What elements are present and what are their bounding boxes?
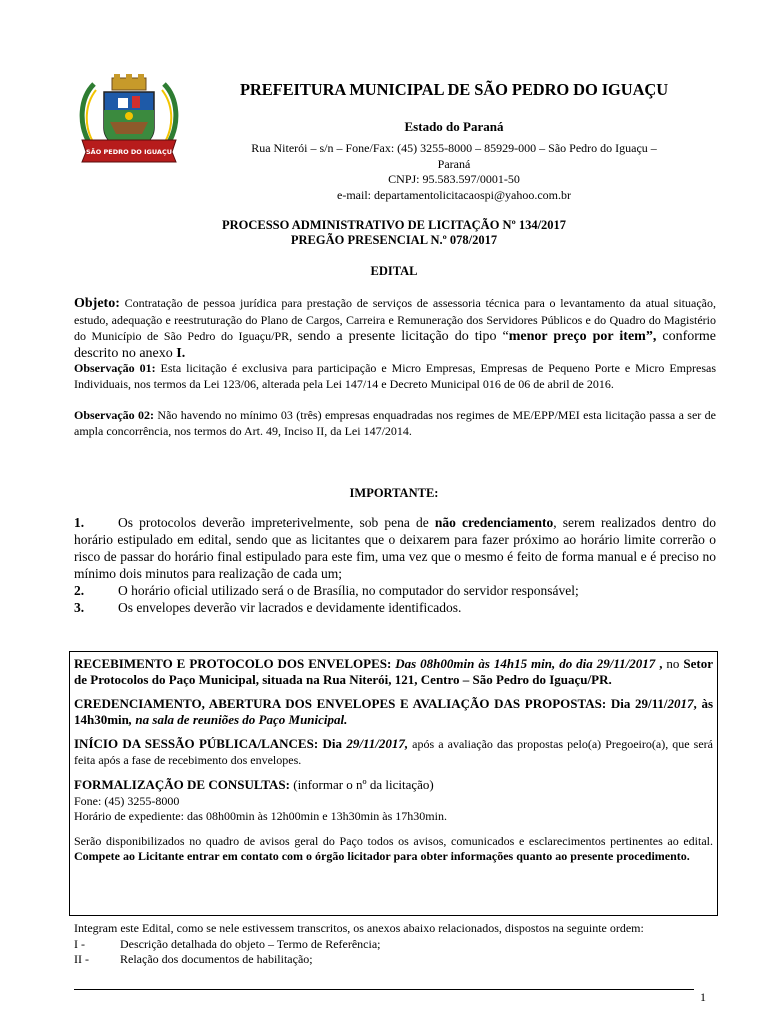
recebimento-time: Das 08h00min às 14h15 min, do dia 29/11/2017 [391,656,656,671]
page-number: 1 [700,990,706,1004]
observacao-01 [74,361,716,392]
recebimento-label: RECEBIMENTO E PROTOCOLO DOS ENVELOPES: [74,656,392,671]
horario-expediente: Horário de expediente: das 08h00min às 12h00min e 13h30min às 17h30min. [74,809,447,823]
objeto-text-3: conforme descrito no anexo [74,329,716,361]
address-line-2: Paraná [437,156,471,171]
item1-text-a: Os protocolos deverão impreterivelmente, sob pena de [118,515,435,530]
cnpj: CNPJ: 95.583.597/0001-50 [388,172,520,186]
municipal-crest-icon [76,74,182,166]
avisos-bold: Compete ao Licitante entrar em contato com o órgão licitador para obter informações quanto ao presente procedimento. [74,849,690,863]
item1-text-b: , serem realizados dentro do horário estipulado em edital, sendo que as licitantes que o deixarem para fazer próximo ao horário limite correrão o risco de passar do horário final estipulado para este fim, uma vez que o mesmo é feito de forma manual e é preciso no mínimo dois minutos para realização de cada um; [74,515,717,581]
page-title: PREFEITURA MUNICIPAL DE SÃO PEDRO DO IGUAÇU [239,80,669,99]
avisos-text: Serão disponibilizados no quadro de avisos geral do Paço todos os avisos, comunicados e esclarecimentos pertinentes ao edital. [74,833,713,848]
credenciamento-year: 2017 [667,696,694,711]
annexes-intro: Integram este Edital, como se nele estivessem transcritos, os anexos abaixo relacionados, dispostos na seguinte ordem: [74,921,644,935]
avisos-paragraph [74,834,713,865]
inicio-paragraph [74,736,713,768]
credenciamento-paragraph [74,696,713,727]
formalizacao-paragraph [74,777,713,825]
objeto-text-2: sendo a presente licitação do tipo “ [297,329,509,344]
annex-text: Descrição detalhada do objeto – Termo de Referência; [120,936,381,951]
annex-roman: I - [74,936,85,951]
item2-text: O horário oficial utilizado será o de Brasília, no computador do servidor responsável; [118,583,579,598]
recebimento-comma: , [655,656,663,671]
email: e-mail: departamentolicitacaospi@yahoo.com.br [337,187,571,202]
recebimento-no: no [662,656,684,671]
inicio-date: 29/11/2017, [346,736,409,751]
importante-heading: IMPORTANTE: [349,486,439,500]
annex-roman: II - [74,952,89,966]
list-item [74,599,716,616]
item-number: 3. [74,600,85,615]
process-number: PROCESSO ADMINISTRATIVO DE LICITAÇÃO Nº 134/2017 [221,218,567,232]
obs2-label: Observação 02: [74,408,155,422]
annexes-section [74,921,716,968]
schedule-box [69,651,718,916]
inicio-label: INÍCIO DA SESSÃO PÚBLICA/LANCES: [74,736,319,751]
formalizacao-note: (informar o nº da licitação) [289,777,434,792]
pregao-number: PREGÃO PRESENCIAL N.º 078/2017 [290,233,498,247]
importante-list [74,514,716,616]
footer-divider [74,989,694,990]
objeto-type: menor preço por item”, [508,329,657,344]
crest-banner-text: SÃO PEDRO DO IGUAÇU [86,148,172,156]
address-line-1: Rua Niterói – s/n – Fone/Fax: (45) 3255-8000 – 85929-000 – São Pedro do Iguaçu – [251,141,657,155]
list-item [74,582,716,599]
fone: Fone: (45) 3255-8000 [74,793,180,808]
obs1-label: Observação 01: [74,361,156,375]
obs2-text: Não havendo no mínimo 03 (três) empresas enquadradas nos regimes de ME/EPP/MEI esta licitação passa a ser de ampla concorrência, nos termos do Art. 49, Inciso II, da Lei 147/2014. [74,408,716,438]
edital-heading: EDITAL [370,264,418,278]
inicio-text: após a avaliação das propostas pelo(a) Pregoeiro(a), que será feita após a fase de recebimento dos envelopes. [74,737,713,767]
address-block [212,141,696,203]
list-item [74,937,716,953]
formalizacao-label: FORMALIZAÇÃO DE CONSULTAS: [74,777,290,792]
credenciamento-label: CREDENCIAMENTO, ABERTURA DOS ENVELOPES E AVALIAÇÃO DAS PROPOSTAS: [74,696,607,711]
list-item [74,514,716,582]
item-number: 1. [74,515,85,530]
obs1-text: Esta licitação é exclusiva para participação e Micro Empresas, Empresas de Pequeno Porte e Micro Empresas Individuais, nos termos da Lei 123/06, alterada pela Lei 147/14 e Decreto Municipal 016 de 06 de abril de 2016. [74,361,716,391]
objeto-paragraph [74,295,716,362]
observacao-02 [74,408,716,439]
objeto-label: Objeto: [74,296,120,311]
inicio-dia: Dia [318,736,347,751]
item-number: 2. [74,583,85,598]
item3-text: Os envelopes deverão vir lacrados e devidamente identificados. [118,600,462,615]
recebimento-paragraph [74,656,713,687]
state-name: Estado do Paraná [404,119,504,134]
process-heading [60,218,728,248]
annex-text: Relação dos documentos de habilitação; [120,952,313,966]
list-item [74,952,716,968]
objeto-annex: I. [176,346,186,361]
credenciamento-dia: Dia 29/11/ [606,696,668,711]
credenciamento-time: , às 14h30min [74,696,714,727]
credenciamento-place: , na sala de reuniões do Paço Municipal. [128,711,348,727]
recebimento-place: Setor de Protocolos do Paço Municipal, situada na Rua Niterói, 121, Centro – São Pedro do Iguaçu/PR. [74,656,713,687]
item1-bold: não credenciamento [434,515,554,530]
objeto-text-1: Contratação de pessoa jurídica para prestação de serviços de assessoria técnica para o levantamento da atual situação, estudo, adequação e reestruturação do Plano de Cargos, Carreira e Remuneração dos Servidores Públicos e do Quadro do Magistério do Município de São Pedro do Iguaçu/PR, [74,296,716,343]
